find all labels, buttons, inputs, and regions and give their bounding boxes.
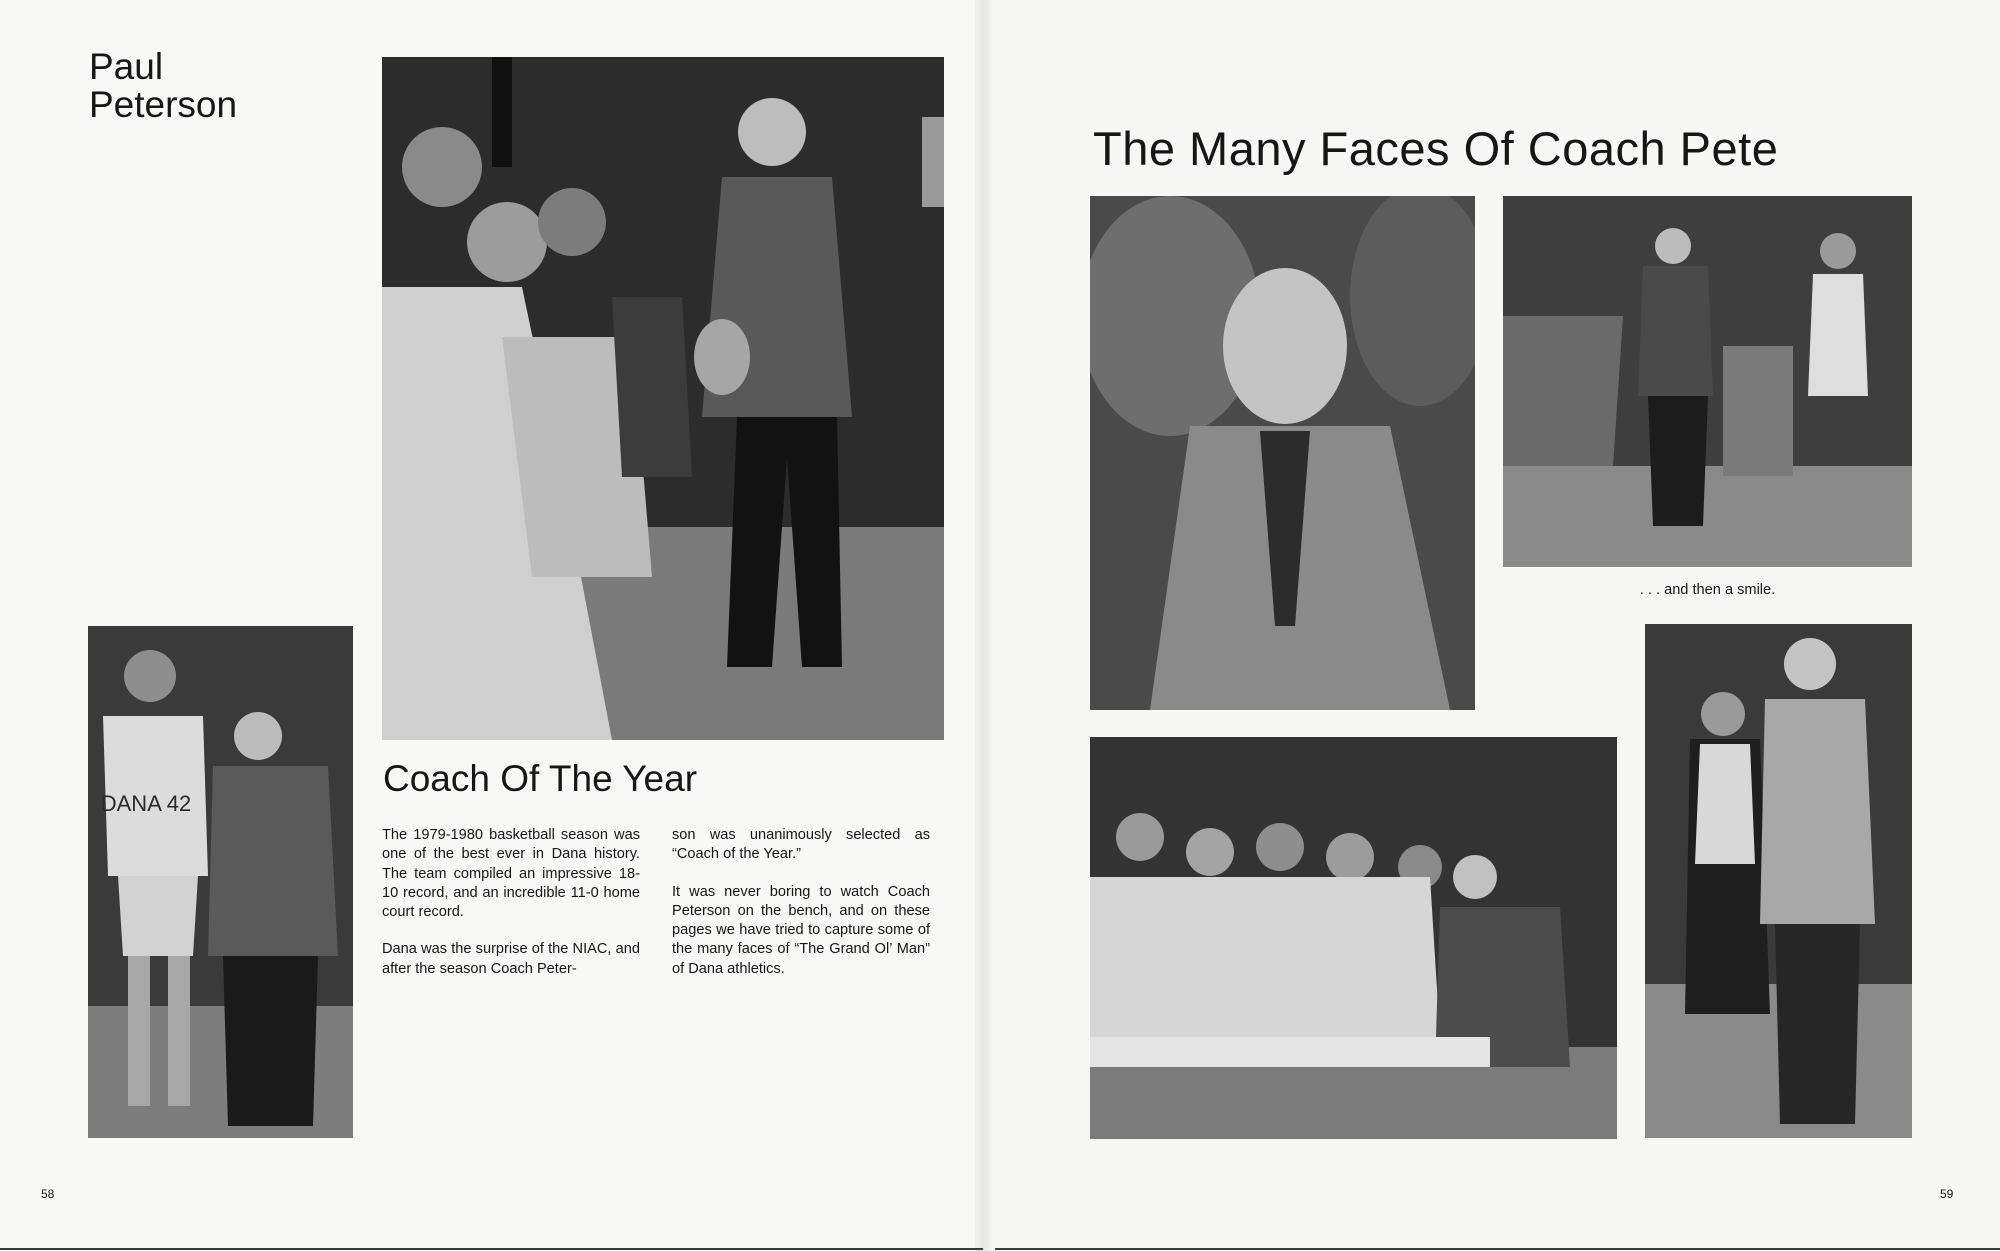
photo-team-bench bbox=[1090, 737, 1617, 1139]
bottom-rule-left bbox=[0, 1248, 983, 1250]
body-paragraph: The 1979-1980 basketball season was one of the best ever in Dana history. The team compiled an impressive 18-10 record, and an incredible 11-0 home court record. bbox=[382, 827, 640, 921]
photo-coach-smiling bbox=[1645, 624, 1912, 1138]
photo-coach-at-bench bbox=[382, 57, 944, 740]
body-paragraph: son was unanimously selected as “Coach of the Year.” bbox=[672, 827, 930, 863]
body-text-column-2 bbox=[672, 826, 930, 997]
spread-title: The Many Faces Of Coach Pete bbox=[1093, 122, 1779, 175]
bottom-rule-right bbox=[995, 1248, 2000, 1250]
section-title: Coach Of The Year bbox=[383, 758, 698, 799]
page-number-left: 58 bbox=[41, 1187, 55, 1201]
photo-caption: . . . and then a smile. bbox=[1639, 582, 1776, 598]
photo-player-and-coach bbox=[88, 626, 353, 1138]
body-paragraph: It was never boring to watch Coach Peterson on the bench, and on these pages we have tried to capture some of the many faces of “The Grand Ol’ Man” of Dana athletics. bbox=[672, 883, 930, 977]
photo-coach-on-sideline bbox=[1503, 196, 1912, 567]
page-number-right: 59 bbox=[1940, 1187, 1954, 1201]
body-paragraph: Dana was the surprise of the NIAC, and after the season Coach Peter- bbox=[382, 941, 640, 977]
book-gutter bbox=[975, 0, 991, 1251]
photo-coach-closeup bbox=[1090, 196, 1475, 710]
name-title: Paul Peterson bbox=[89, 46, 238, 125]
svg-text:DANA 42: DANA 42 bbox=[100, 791, 192, 816]
body-text-column-1 bbox=[382, 826, 640, 997]
